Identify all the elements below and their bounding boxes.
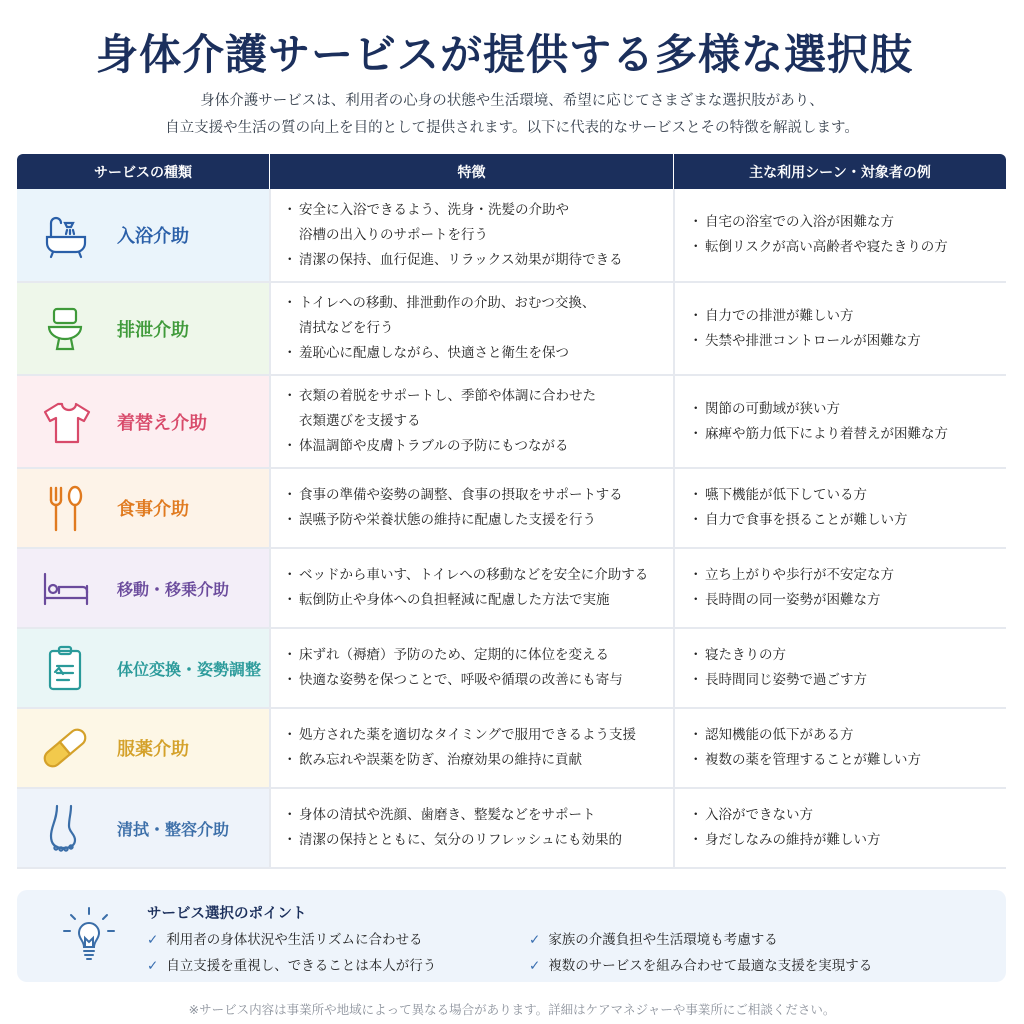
feature-line: ・ 床ずれ（褥瘡）予防のため、定期的に体位を変える (299, 647, 609, 663)
scene-item: ・ 立ち上がりや歩行が不安定な方 (691, 563, 998, 588)
feature-line: ・ トイレへの移動、排泄動作の介助、おむつ交換、 (299, 295, 596, 311)
tshirt-icon (37, 394, 93, 450)
feature-line: ・ 飲み忘れや誤薬を防ぎ、治療効果の維持に貢献 (299, 752, 582, 768)
scenes-cell (673, 283, 1006, 374)
service-cell (17, 283, 269, 374)
tip-item (147, 928, 423, 948)
feature-item (285, 828, 665, 853)
features-cell (269, 189, 673, 281)
feature-item (285, 341, 665, 366)
intro-line: 身体介護サービスは、利用者の心身の状態や生活環境、希望に応じてさまざまな選択肢があり、 (200, 93, 824, 109)
clipboard-icon (37, 640, 93, 696)
service-cell (17, 376, 269, 467)
check-icon: ✓ (147, 958, 159, 974)
footnote: ※サービス内容は事業所や地域によって異なる場合があります。詳細はケアマネジャーや事業所にご相談ください。 (188, 1002, 836, 1017)
feature-line: ・ 羞恥心に配慮しながら、快適さと衛生を保つ (299, 345, 569, 361)
scene-item: ・ 転倒リスクが高い高齢者や寝たきりの方 (691, 235, 998, 260)
scene-item: ・ 自力での排泄が難しい方 (691, 304, 998, 329)
service-name: 体位変換・姿勢調整 (117, 659, 262, 679)
check-icon: ✓ (147, 932, 159, 948)
feature-item (285, 434, 665, 459)
feature-line: ・ 食事の準備や姿勢の調整、食事の摂取をサポートする (299, 487, 623, 503)
feature-line: 清拭などを行う (299, 320, 394, 336)
feature-item (285, 508, 665, 533)
feature-item (285, 668, 665, 693)
capsule-icon (37, 720, 93, 776)
feature-item (285, 588, 665, 613)
check-icon: ✓ (529, 932, 541, 948)
header-features: 特徴 (269, 154, 673, 189)
scene-item: ・ 失禁や排泄コントロールが困難な方 (691, 329, 998, 354)
features-cell (269, 549, 673, 627)
features-cell (269, 789, 673, 867)
scene-item: ・ 自力で食事を摂ることが難しい方 (691, 508, 998, 533)
scenes-cell (673, 709, 1006, 787)
scene-item: ・ 寝たきりの方 (691, 643, 998, 668)
feature-line: ・ 清潔の保持とともに、気分のリフレッシュにも効果的 (299, 832, 623, 848)
header-service-type: サービスの種類 (94, 164, 192, 181)
tip-item (147, 954, 436, 974)
feature-line: ・ 身体の清拭や洗顔、歯磨き、整髪などをサポート (299, 807, 596, 823)
tips-box (17, 890, 1006, 982)
tip-item (529, 954, 872, 974)
feature-line: ・ 体温調節や皮膚トラブルの予防にもつながる (299, 438, 569, 454)
scene-item: ・ 自宅の浴室での入浴が困難な方 (691, 210, 998, 235)
table-row (17, 376, 1006, 469)
scene-item: ・ 長時間の同一姿勢が困難な方 (691, 588, 998, 613)
feature-item (285, 248, 665, 273)
scenes-cell (673, 549, 1006, 627)
table-header (17, 154, 1006, 189)
scenes-cell (673, 789, 1006, 867)
feature-line: ・ 誤嚥予防や栄養状態の維持に配慮した支援を行う (299, 512, 596, 528)
feature-line: 衣類選びを支援する (299, 413, 421, 429)
feature-line: ・ 安全に入浴できるよう、洗身・洗髪の介助や (299, 201, 569, 218)
service-cell (17, 189, 269, 281)
scene-item: ・ 認知機能の低下がある方 (691, 723, 998, 748)
tip-text: 家族の介護負担や生活環境も考慮する (548, 932, 778, 948)
feature-item (285, 198, 665, 248)
service-cell (17, 789, 269, 867)
scene-item: ・ 嚥下機能が低下している方 (691, 483, 998, 508)
scene-item: ・ 関節の可動域が狭い方 (691, 397, 998, 422)
service-name: 清拭・整容介助 (117, 819, 230, 839)
service-cell (17, 709, 269, 787)
scene-item: ・ 複数の薬を管理することが難しい方 (691, 748, 998, 773)
bed-icon (37, 560, 93, 616)
feature-line: ・ 快適な姿勢を保つことで、呼吸や循環の改善にも寄与 (299, 672, 623, 688)
feature-line: ・ 衣類の着脱をサポートし、季節や体調に合わせた (299, 388, 596, 404)
features-cell (269, 709, 673, 787)
tip-text: 利用者の身体状況や生活リズムに合わせる (166, 932, 423, 948)
service-name: 着替え介助 (117, 412, 207, 434)
feature-item (285, 748, 665, 773)
services-table (17, 154, 1006, 869)
tip-item (529, 928, 778, 948)
scene-item: ・ 麻痺や筋力低下により着替えが困難な方 (691, 422, 998, 447)
feature-item (285, 723, 665, 748)
features-cell (269, 376, 673, 467)
feature-line: 浴槽の出入りのサポートを行う (299, 226, 488, 243)
tip-text: 複数のサービスを組み合わせて最適な支援を実現する (548, 958, 873, 974)
table-row (17, 469, 1006, 549)
feature-item (285, 291, 665, 341)
feature-line: ・ 清潔の保持、血行促進、リラックス効果が期待できる (299, 251, 623, 268)
feature-line: ・ 転倒防止や身体への負担軽減に配慮した方法で実施 (299, 592, 610, 608)
scene-item: ・ 身だしなみの維持が難しい方 (691, 828, 998, 853)
scenes-cell (673, 189, 1006, 281)
features-cell (269, 283, 673, 374)
header-scenes: 主な利用シーン・対象者の例 (673, 154, 1006, 189)
scene-item: ・ 長時間同じ姿勢で過ごす方 (691, 668, 998, 693)
table-row (17, 629, 1006, 709)
feature-line: ・ ベッドから車いす、トイレへの移動などを安全に介助する (299, 567, 649, 583)
lightbulb-icon (59, 904, 119, 964)
features-cell (269, 629, 673, 707)
foot-icon (37, 800, 93, 856)
service-name: 服薬介助 (117, 739, 189, 760)
scene-item: ・ 入浴ができない方 (691, 803, 998, 828)
feature-item (285, 563, 665, 588)
check-icon: ✓ (529, 958, 541, 974)
bathtub-icon (37, 207, 93, 263)
fork-spoon-icon (37, 480, 93, 536)
feature-item (285, 803, 665, 828)
feature-item (285, 643, 665, 668)
table-body (17, 189, 1006, 869)
service-name: 入浴介助 (117, 226, 189, 247)
toilet-icon (37, 301, 93, 357)
table-row (17, 283, 1006, 376)
service-cell (17, 629, 269, 707)
tips-title: サービス選択のポイント (147, 906, 307, 922)
feature-line: ・ 処方された薬を適切なタイミングで服用できるよう支援 (299, 727, 636, 743)
service-name: 食事介助 (117, 499, 189, 520)
scenes-cell (673, 376, 1006, 467)
page-title: 身体介護サービスが提供する多様な選択肢 (96, 30, 914, 79)
scenes-cell (673, 469, 1006, 547)
service-cell (17, 549, 269, 627)
intro-text (20, 88, 1004, 142)
service-name: 排泄介助 (117, 319, 189, 341)
table-row (17, 549, 1006, 629)
service-cell (17, 469, 269, 547)
intro-line: 自立支援や生活の質の向上を目的として提供されます。以下に代表的なサービスとその特徴を解説します。 (165, 120, 859, 136)
table-row (17, 189, 1006, 283)
table-row (17, 709, 1006, 789)
service-name: 移動・移乗介助 (117, 579, 230, 599)
features-cell (269, 469, 673, 547)
table-row (17, 789, 1006, 869)
feature-item (285, 384, 665, 434)
scenes-cell (673, 629, 1006, 707)
tip-text: 自立支援を重視し、できることは本人が行う (166, 958, 437, 974)
feature-item (285, 483, 665, 508)
